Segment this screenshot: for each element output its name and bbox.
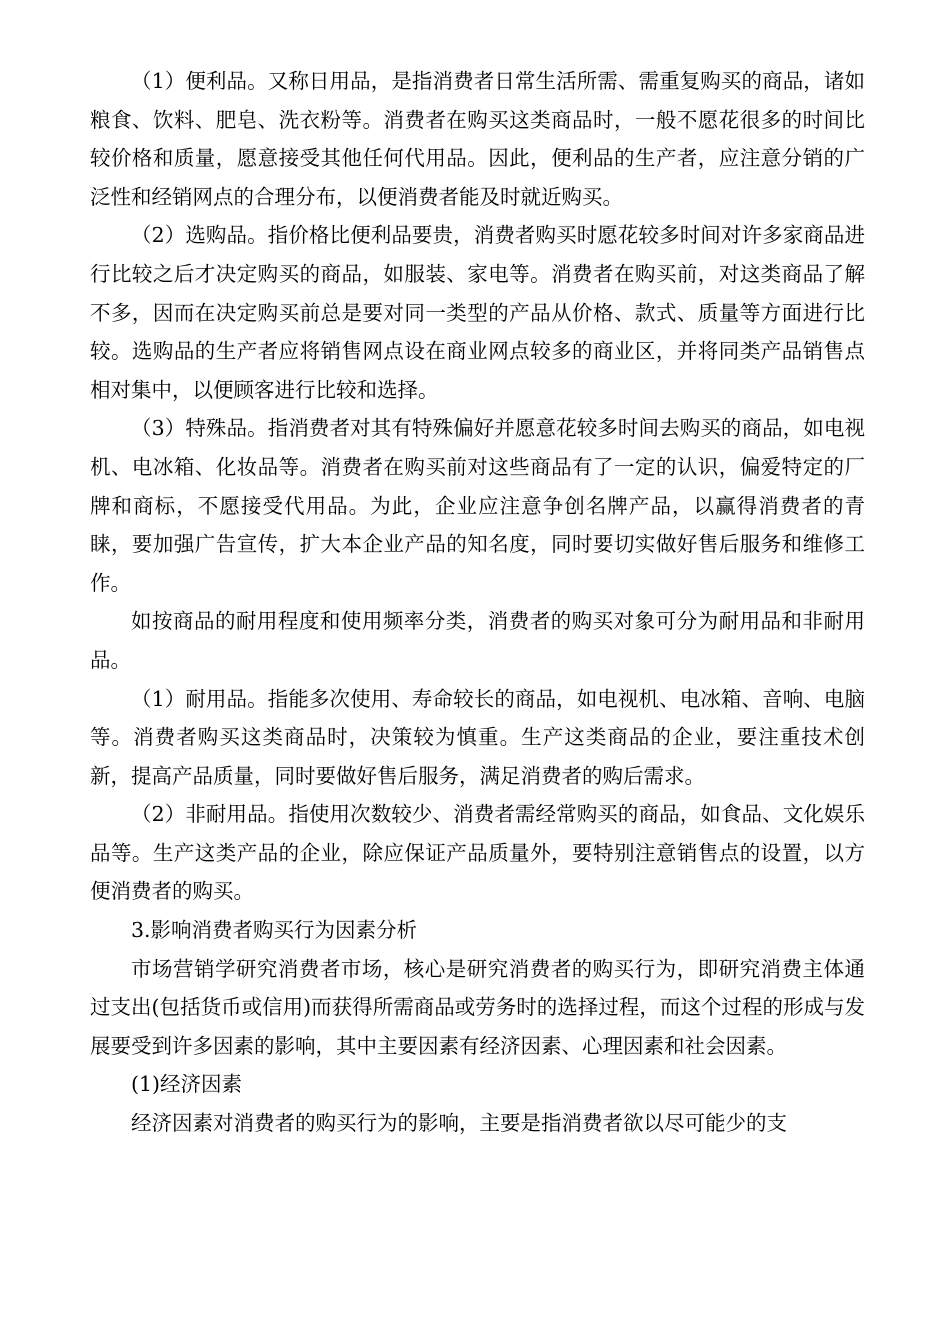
paragraph-economic-factors: 经济因素对消费者的购买行为的影响，主要是指消费者欲以尽可能少的支 xyxy=(131,1111,787,1136)
paragraph-specialty-goods: （3）特殊品。指消费者对其有特殊偏好并愿意花较多时间去购买的商品，如电视机、电冰箱、化妆品等。消费者在购买前对这些商品有了一定的认识，偏爱特定的厂牌和商标，不愿接受代用品。为此，企业应注意争创名牌产品，以赢得消费者的青睐，要加强广告宣传，扩大本企业产品的知名度，同时要切实做好售后服务和维修工作。 xyxy=(90,416,865,595)
paragraph-shopping-goods: （2）选购品。指价格比便利品要贵，消费者购买时愿花较多时间对许多家商品进行比较之后才决定购买的商品，如服装、家电等。消费者在购买前，对这类商品了解不多，因而在决定购买前总是要对同一类型的产品从价格、款式、质量等方面进行比较。选购品的生产者应将销售网点设在商业网点较多的商业区，并将同类产品销售点相对集中，以便顾客进行比较和选择。 xyxy=(90,223,865,402)
document-page xyxy=(90,62,865,1143)
paragraph-convenience-goods: （1）便利品。又称日用品，是指消费者日常生活所需、需重复购买的商品，诸如粮食、饮料、肥皂、洗衣粉等。消费者在购买这类商品时，一般不愿花很多的时间比较价格和质量，愿意接受其他任何代用品。因此，便利品的生产者，应注意分销的广泛性和经销网点的合理分布，以便消费者能及时就近购买。 xyxy=(90,69,865,209)
section-heading-factors: 3.影响消费者购买行为因素分析 xyxy=(131,918,418,943)
paragraph-buying-behavior-intro: 市场营销学研究消费者市场，核心是研究消费者的购买行为，即研究消费主体通过支出(包括货币或信用)而获得所需商品或劳务时的选择过程，而这个过程的形成与发展要受到许多因素的影响，其中主要因素有经济因素、心理因素和社会因素。 xyxy=(90,956,865,1058)
subheading-economic-factors: (1)经济因素 xyxy=(131,1072,243,1097)
paragraph-durable-goods: （1）耐用品。指能多次使用、寿命较长的商品，如电视机、电冰箱、音响、电脑等。消费者购买这类商品时，决策较为慎重。生产这类商品的企业，要注重技术创新，提高产品质量，同时要做好售后服务，满足消费者的购后需求。 xyxy=(90,686,865,788)
paragraph-nondurable-goods: （2）非耐用品。指使用次数较少、消费者需经常购买的商品，如食品、文化娱乐品等。生产这类产品的企业，除应保证产品质量外，要特别注意销售点的设置，以方便消费者的购买。 xyxy=(90,802,865,904)
paragraph-durability-classification: 如按商品的耐用程度和使用频率分类，消费者的购买对象可分为耐用品和非耐用品。 xyxy=(90,609,865,672)
